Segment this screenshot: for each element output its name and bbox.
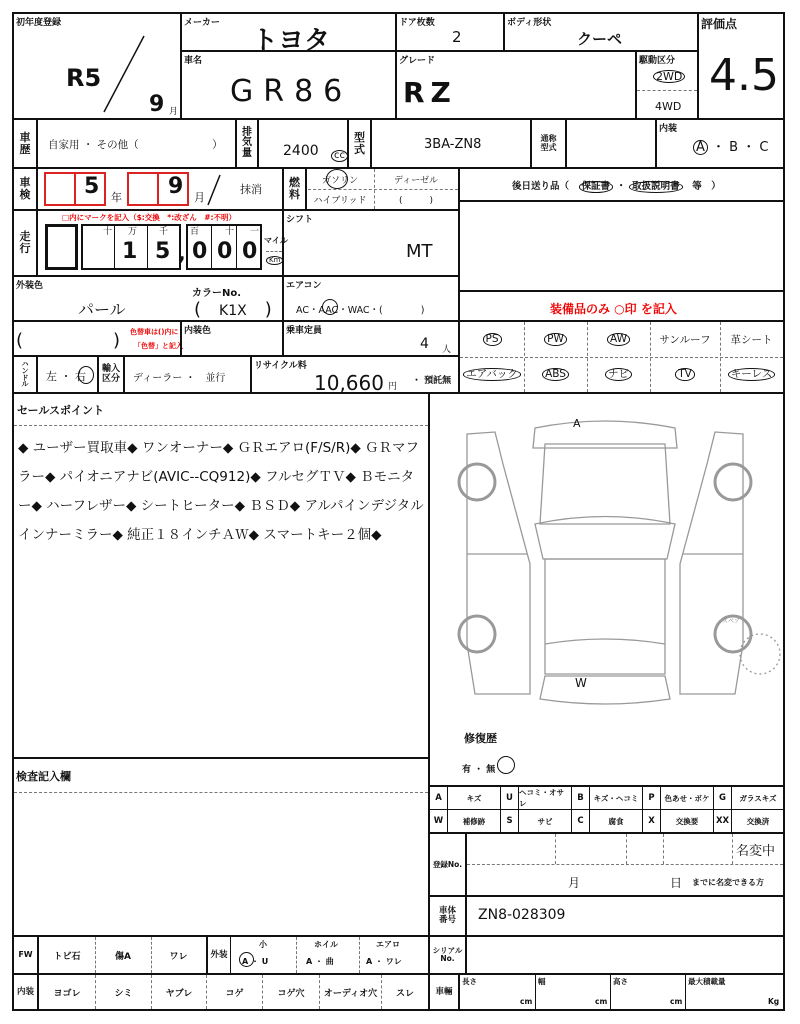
legend-code: X [643, 810, 661, 832]
damage-legend [428, 785, 785, 834]
mileage-digit: 1 [122, 239, 138, 264]
import-cell [97, 355, 252, 394]
registration-cell [428, 832, 785, 897]
fw-scratch: 傷A [115, 951, 131, 962]
equipment-label: ABS [542, 368, 569, 381]
month-unit: 月 [194, 191, 205, 204]
mileage-label-box [14, 211, 38, 275]
model-code-label: 型式 [353, 130, 365, 156]
mileage-digit: 0 [192, 239, 208, 264]
inspection-cell [12, 167, 284, 211]
doors-value: 2 [452, 28, 462, 46]
interior-damage-item: オーディオ穴 [319, 975, 381, 1009]
first-registration-cell [12, 12, 182, 120]
model-code-value: 3BA-ZN8 [424, 137, 482, 152]
fuel-diesel: ディーゼル [393, 175, 439, 186]
fw-row [12, 935, 430, 975]
cm-unit: cm [520, 997, 533, 1006]
repair-history-label: 修復歴 [464, 732, 497, 745]
dimensions-label: 車輛 [430, 975, 460, 1009]
model-code-label-box [349, 120, 372, 167]
registration-month: 9 [149, 92, 165, 117]
equipment-label: エアバック [463, 368, 521, 381]
digit-label: 万 [128, 227, 138, 237]
equipment-aw [587, 322, 650, 357]
maker-cell [180, 12, 397, 56]
small-selected-circle [239, 952, 254, 967]
aero-options: A ・ ワレ [366, 957, 402, 966]
equipment-ps [460, 322, 524, 357]
maker-label: メーカー [184, 18, 220, 28]
chassis-cell [428, 895, 785, 937]
inspection-notes-label: 検査記入欄 [14, 759, 428, 793]
recycle-label: リサイクル料 [254, 361, 307, 371]
legend-code: W [430, 810, 448, 832]
chassis-value: ZN8-028309 [478, 907, 566, 923]
name-change-label: 名変中 [736, 844, 776, 859]
height-label: 高さ [613, 977, 628, 986]
registration-day: 日 [670, 876, 683, 890]
capacity-cell [282, 320, 460, 357]
digit-label: 一 [250, 227, 260, 237]
color-change-note: 「色替」と記入 [134, 342, 183, 350]
length-label: 長さ [462, 977, 477, 986]
equipment-label: ナビ [605, 368, 632, 381]
legend-label: 色あせ・ボケ [661, 787, 714, 809]
shift-value: MT [406, 241, 433, 262]
slash-divider [94, 34, 154, 114]
sales-point-section [12, 392, 430, 759]
equipment-grid [458, 320, 785, 394]
unit-mile: マイル [264, 236, 288, 245]
capacity-value: 4 [420, 336, 429, 352]
registration-label: 登録No. [430, 834, 467, 895]
exterior-color-value: パール [78, 300, 126, 319]
aircon-value: AC・AAC・WAC・( ) [296, 305, 425, 316]
drive-label: 駆動区分 [639, 56, 676, 66]
shift-label: シフト [286, 215, 314, 225]
fuel-cell [282, 167, 460, 211]
legend-code: B [572, 787, 590, 809]
color-change-cell [12, 320, 182, 357]
legend-code: A [430, 787, 448, 809]
fw-label: FW [14, 937, 39, 973]
interior-damage-item: シミ [95, 975, 151, 1009]
common-model-label-box [532, 120, 567, 167]
later-item-etc: 等 [692, 181, 702, 192]
inspection-label: 車検 [19, 176, 31, 201]
later-items-label: 後日送り品（ [512, 181, 570, 192]
registration-deadline: までに名変できる方 [692, 878, 764, 887]
legend-code: U [501, 787, 519, 809]
legend-label: 腐食 [590, 810, 643, 832]
small-options: A ・ U [242, 957, 269, 966]
aero-label: エアロ [376, 940, 400, 949]
aircon-label: エアコン [286, 281, 322, 291]
fuel-gasoline: ガソリン [321, 175, 358, 186]
interior-damage-item: スレ [381, 975, 428, 1009]
diagram-section [428, 392, 785, 787]
car-top-view [533, 421, 677, 704]
equipment-label: キーレス [728, 368, 775, 381]
dimensions-cell [428, 973, 785, 1011]
exterior-color-cell [12, 275, 284, 322]
legend-label: 補修跡 [448, 810, 501, 832]
legend-label: 交換済 [746, 816, 770, 826]
later-items-area [458, 200, 785, 292]
body-type-cell [503, 12, 699, 52]
handle-selected-circle [78, 366, 94, 384]
cm-unit: cm [595, 997, 608, 1006]
digit-label: 十 [103, 227, 113, 237]
color-no-value: K1X [219, 303, 247, 319]
interior-color-cell [180, 320, 284, 357]
equipment-abs [524, 357, 587, 392]
capacity-label: 乗車定員 [286, 326, 323, 336]
color-no: ( K1X ) [194, 299, 272, 320]
drive-4wd: 4WD [655, 100, 682, 113]
color-no-label: カラーNo. [192, 288, 242, 299]
shift-cell [282, 209, 460, 277]
color-change-note: 色替車は()内に [130, 328, 179, 336]
car-name-cell [180, 50, 397, 120]
later-items: 後日送り品（ 保証書 ・ 取扱説明書 等 ） [512, 181, 721, 192]
kg-unit: Kg [768, 997, 780, 1006]
legend-code: XX [714, 810, 732, 832]
spare-tire [740, 634, 780, 674]
body-type-value: クーペ [577, 30, 623, 48]
digit-label: 千 [159, 227, 169, 237]
digit-label: 百 [190, 227, 200, 237]
legend-code: C [572, 810, 590, 832]
small-label: 小 [259, 940, 267, 949]
equipment-sunroof: サンルーフ [659, 334, 711, 346]
legend-label: ヘコミ・オサレ [519, 787, 572, 809]
grade-value: RZ [403, 76, 457, 109]
repair-history-value: 有 ・ 無 [462, 765, 496, 775]
fuel-label-box [284, 169, 307, 209]
mileage-digit: 5 [155, 239, 171, 264]
maker-value: トヨタ [252, 26, 331, 56]
equipment-label: AW [607, 333, 630, 346]
legend-code: P [643, 787, 661, 809]
inspection-label-box [14, 169, 38, 209]
displacement-cell [235, 118, 349, 169]
common-model-cell [530, 118, 657, 169]
history-label-box [14, 120, 38, 167]
import-value: ディーラー ・ 並行 [133, 373, 226, 384]
recycle-deposit: ・ 預託無 [412, 376, 452, 386]
import-label: 輸入区分 [101, 364, 120, 384]
legend-label: キズ [448, 787, 501, 809]
mileage-cell [12, 209, 288, 277]
interior-damage-item: ヤブレ [151, 975, 206, 1009]
interior-label: 内装 [14, 975, 39, 1009]
fuel-label: 燃料 [288, 176, 300, 201]
recycle-value: 10,660 [314, 371, 384, 395]
later-items-cell [458, 167, 785, 202]
sales-point-label: セールスポイント [14, 394, 428, 426]
legend-code: G [714, 787, 732, 809]
mileage-digit: 0 [217, 239, 233, 264]
year-unit: 年 [111, 191, 122, 204]
recycle-cell [250, 355, 460, 394]
mileage-separator: , [178, 241, 186, 265]
sales-point-text: ◆ ユーザー買取車◆ ワンオーナー◆ ＧＲエアロ(F/S/R)◆ ＧＲマフラー◆ パイオニアナビ(AVIC--CQ912)◆ フルセグＴＶ◆ Ｂモニター◆ ハーフレザー◆ シートヒーター◆ ＢＳＤ◆ アルパインデジタルインナーミラー◆ 純正１８インチＡＷ◆ スマートキー２個◆ [18, 440, 424, 543]
body-type-label: ボディ形状 [507, 18, 552, 28]
exterior-label: 外装 [206, 937, 231, 973]
displacement-label-box [237, 120, 259, 167]
grade-cell [395, 50, 637, 120]
inspection-notes-section [12, 757, 430, 937]
equipment-label: TV [675, 368, 695, 381]
interior-grade-a: A [693, 140, 708, 155]
interior-row [12, 973, 430, 1011]
equipment-header-text: 装備品のみ ○印 を記入 [550, 302, 677, 316]
handle-value: 左 ・ 右 [46, 370, 86, 383]
chassis-label-box [430, 897, 467, 935]
import-label-box [99, 357, 125, 392]
history-value: 自家用 ・ その他（ ） [48, 139, 223, 151]
handle-cell [12, 355, 99, 394]
mileage-digit: 0 [242, 239, 258, 264]
exterior-color-label: 外装色 [16, 281, 44, 291]
legend-label: ガラスキズ [739, 793, 777, 803]
fuel-hybrid: ハイブリッド [313, 195, 367, 206]
interior-damage-item: コゲ [206, 975, 262, 1009]
interior-grade-c: C [759, 140, 769, 155]
equipment-pw [524, 322, 587, 357]
equipment-label: PS [483, 333, 502, 346]
displacement-label: 排気量 [242, 126, 252, 159]
car-name-value: GR86 [230, 74, 353, 109]
paren-close: ） [711, 181, 721, 192]
history-cell [12, 118, 237, 169]
recycle-unit: 円 [388, 382, 398, 392]
drive-2wd: 2WD [653, 70, 685, 83]
displacement-unit: cc [331, 150, 348, 162]
registration-year: R5 [66, 64, 102, 92]
later-item-manual: 取扱説明書 [629, 181, 683, 193]
serial-cell [428, 935, 785, 975]
color-change-paren: ( ) [16, 330, 121, 351]
equipment-keyless [720, 357, 783, 392]
equipment-leather-seat: 革シート [730, 334, 773, 346]
fuel-selected-circle [326, 169, 348, 189]
equipment-airbag [460, 357, 524, 392]
score-value: 4.5 [709, 50, 779, 101]
inspection-year: 5 [84, 174, 100, 199]
registration-month: 月 [568, 876, 581, 890]
fw-crack: ワレ [169, 951, 188, 962]
history-label: 車歴 [19, 130, 31, 156]
serial-label: シリアルNo. [430, 937, 467, 973]
interior-damage-item: コゲ穴 [262, 975, 319, 1009]
interior-grade-label: 内装 [659, 124, 678, 134]
drive-cell [635, 50, 699, 120]
equipment-navi [587, 357, 650, 392]
fw-chip: トビ石 [53, 951, 81, 962]
handle-label: ハンドル [21, 360, 29, 389]
digit-label: 十 [225, 227, 235, 237]
repair-history-selected-circle [497, 756, 515, 774]
wheel-label: ホイル [314, 940, 338, 949]
score-cell [697, 12, 785, 120]
inspection-cancel: 抹消 [240, 183, 262, 196]
displacement-value: 2400 [283, 143, 319, 159]
damage-mark-rear: W [575, 676, 587, 690]
car-left-side [459, 432, 530, 694]
interior-grade-cell [655, 118, 785, 169]
interior-damage-item: ヨゴレ [53, 988, 81, 999]
handle-label-box [14, 357, 38, 392]
later-item-warranty: 保証書 [579, 181, 614, 193]
slash-divider [206, 173, 222, 207]
interior-grade-options: A ・ B ・ C [693, 136, 768, 155]
cm-unit: cm [670, 997, 683, 1006]
car-name-label: 車名 [184, 56, 203, 66]
max-load-label: 最大積載量 [688, 977, 726, 986]
width-label: 幅 [538, 977, 546, 986]
legend-label: 交換要 [661, 810, 714, 832]
mileage-label: 走行 [19, 230, 31, 255]
fuel-other: ( ) [398, 195, 434, 206]
spare-label: スペア [722, 618, 741, 625]
interior-grade-b: B [729, 140, 739, 155]
mileage-note: □内にマークを記入（$:交換 *:改ざん #:不明） [62, 213, 237, 222]
damage-mark-front: A [573, 417, 581, 430]
chassis-label: 車体番号 [438, 906, 456, 925]
equipment-tv [650, 357, 720, 392]
equipment-header [458, 290, 785, 322]
aircon-cell [282, 275, 460, 322]
model-code-cell [347, 118, 532, 169]
unit-km: Km [266, 256, 283, 265]
score-label: 評価点 [701, 17, 738, 31]
common-model-label: 通称型式 [540, 134, 557, 152]
car-diagram [455, 414, 785, 714]
month-unit: 月 [169, 107, 179, 117]
aircon-selected-circle [322, 299, 338, 315]
equipment-label: PW [544, 333, 567, 346]
inspection-month: 9 [168, 174, 184, 199]
first-registration-label: 初年度登録 [16, 18, 62, 28]
doors-label: ドア枚数 [399, 18, 435, 28]
legend-code: S [501, 810, 519, 832]
capacity-unit: 人 [442, 345, 452, 355]
doors-cell [395, 12, 505, 52]
legend-label: キズ・ヘコミ [590, 787, 643, 809]
interior-color-label: 内装色 [184, 326, 212, 336]
legend-label: サビ [519, 810, 572, 832]
mileage-mark-box[interactable] [45, 224, 78, 270]
wheel-options: A ・ 曲 [306, 957, 334, 966]
grade-label: グレード [399, 56, 436, 66]
